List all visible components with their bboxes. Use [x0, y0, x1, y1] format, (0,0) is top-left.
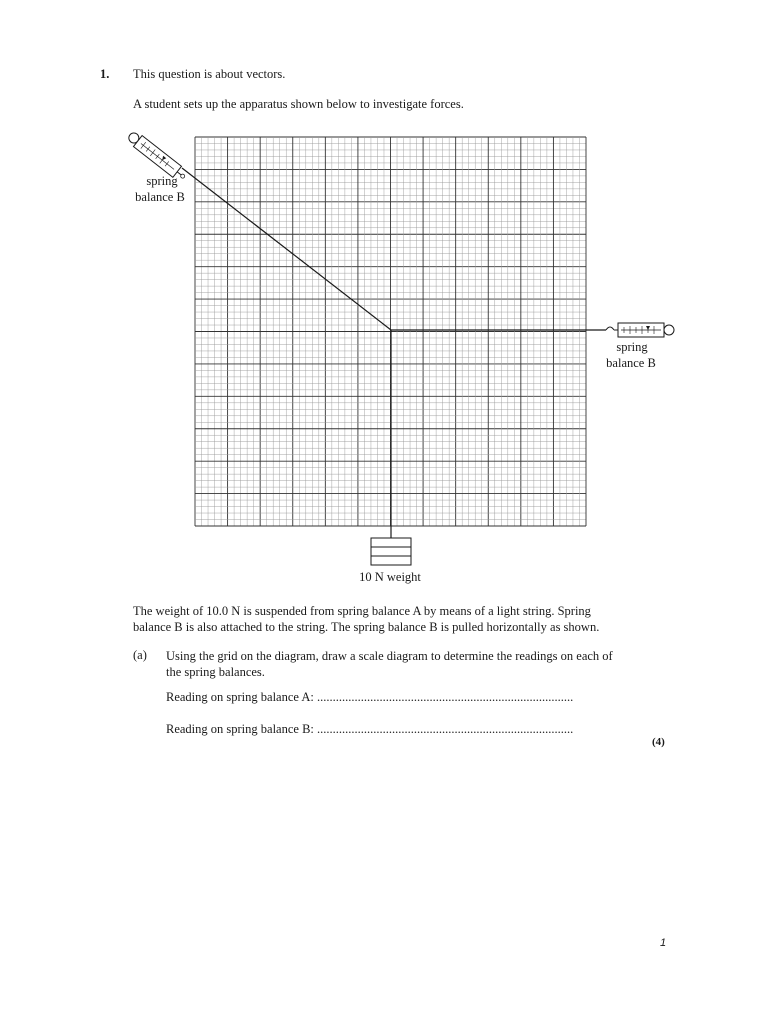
- question-intro: This question is about vectors.: [133, 67, 286, 81]
- reading-a-answer-line[interactable]: Reading on spring balance A: ..................................................................................: [166, 690, 574, 704]
- weight-block: [371, 538, 411, 565]
- question-number: 1.: [100, 67, 110, 81]
- label-weight: 10 N weight: [359, 570, 421, 584]
- description-line1: The weight of 10.0 N is suspended from spring balance A by means of a light string. Spring: [133, 604, 591, 618]
- description: [133, 603, 599, 635]
- page-number: 1: [660, 937, 667, 949]
- label-right-line1: spring: [616, 340, 648, 354]
- label-right-line2: balance B: [606, 356, 656, 370]
- part-a-label: (a): [133, 648, 147, 662]
- question-setup: A student sets up the apparatus shown below to investigate forces.: [133, 97, 464, 111]
- part-a-line2: the spring balances.: [166, 665, 265, 679]
- spring-balance-right: [606, 323, 674, 337]
- reading-b-answer-line[interactable]: Reading on spring balance B: ..................................................................................: [166, 722, 574, 736]
- apparatus-diagram: [120, 120, 680, 590]
- part-a-text: [166, 648, 613, 680]
- marks-badge: (4): [652, 736, 665, 748]
- label-top-left-line2: balance B: [135, 190, 185, 204]
- part-a-line1: Using the grid on the diagram, draw a scale diagram to determine the readings on each of: [166, 649, 613, 663]
- label-top-left-line1: spring: [146, 174, 178, 188]
- description-line2: balance B is also attached to the string. The spring balance B is pulled horizontally as shown.: [133, 620, 600, 634]
